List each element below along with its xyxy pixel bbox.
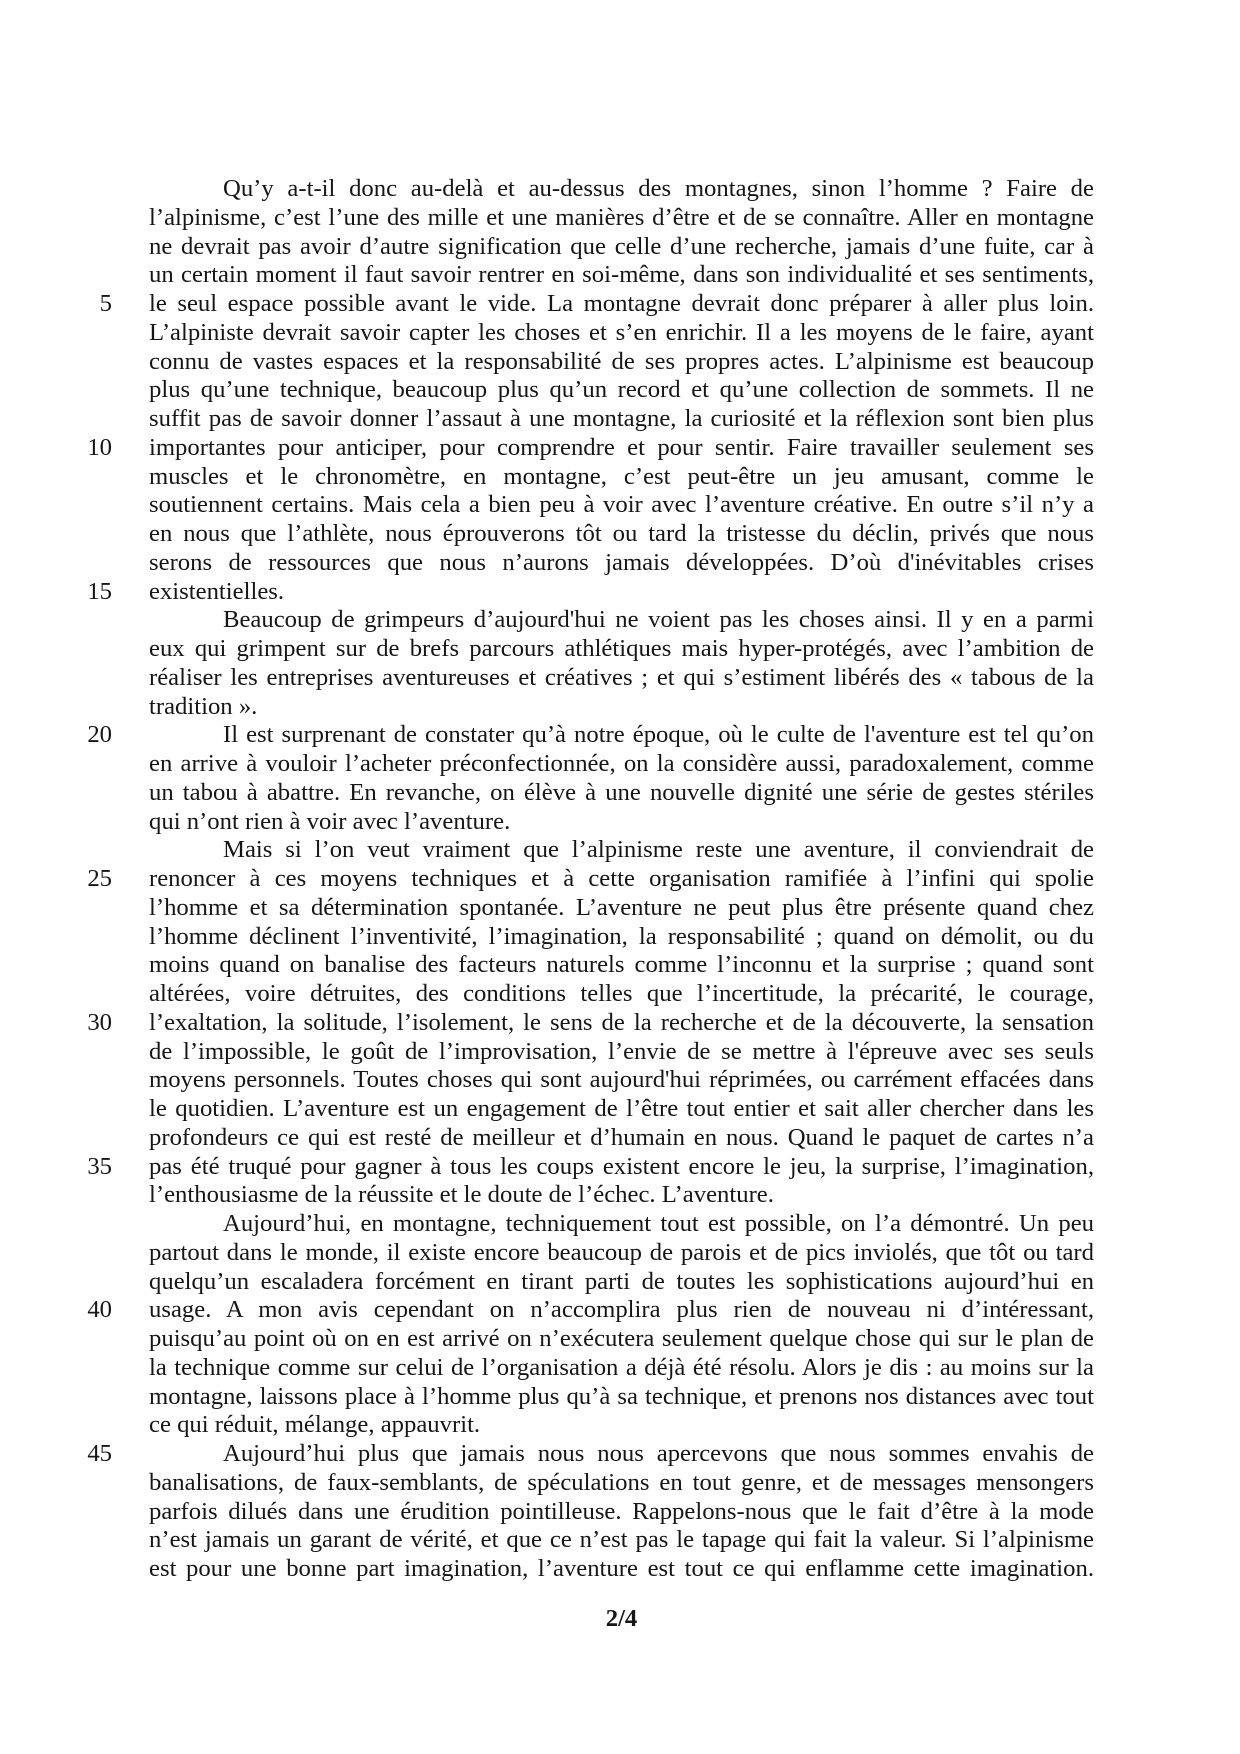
line-text: l’exaltation, la solitude, l’isolement, le sens de la recherche et de la découverte, la sensation <box>149 1008 1094 1036</box>
text-line <box>149 1325 1094 1354</box>
page-number: 2/4 <box>605 1605 638 1632</box>
line-text: connu de vastes espaces et la responsabilité de ses propres actes. L’alpinisme est beaucoup <box>149 347 1094 375</box>
line-text: le seul espace possible avant le vide. La montagne devrait donc préparer à aller plus loin. <box>149 290 1094 317</box>
text-line <box>87 577 1094 607</box>
line-text: importantes pour anticiper, pour comprendre et pour sentir. Faire travailler seulement ses <box>149 433 1094 461</box>
line-text: réaliser les entreprises aventureuses et créatives ; et qui s’estiment libérés des « tabous de la <box>149 663 1094 691</box>
line-text: le quotidien. L’aventure est un engagement de l’être tout entier et sait aller chercher dans les <box>149 1095 1094 1122</box>
line-text: la technique comme sur celui de l’organisation a déjà été résolu. Alors je dis : au moins sur la <box>149 1353 1094 1381</box>
line-text: serons de ressources que nous n’aurons jamais développées. D’où d'inévitables crises <box>149 548 1094 576</box>
line-text: Aujourd’hui, en montagne, techniquement tout est possible, on l’a démontré. Un peu <box>223 1210 1094 1237</box>
line-text: plus qu’une technique, beaucoup plus qu’un record et qu’une collection de sommets. Il ne <box>149 376 1094 404</box>
line-text: qui n’ont rien à voir avec l’aventure. <box>149 807 511 835</box>
text-line <box>149 1268 1094 1297</box>
text-line <box>149 1181 1094 1210</box>
text-line <box>149 1469 1094 1498</box>
text-line <box>149 520 1094 549</box>
line-text: moyens personnels. Toutes choses qui sont aujourd'hui réprimées, ou carrément effacées dans <box>149 1066 1094 1094</box>
line-text: montagne, laissons place à l’homme plus qu’à sa technique, et prenons nos distances avec tout <box>149 1382 1094 1410</box>
text-line <box>149 606 1094 635</box>
line-text: l’enthousiasme de la réussite et le doute de l’échec. L’aventure. <box>149 1181 774 1209</box>
line-number: 45 <box>87 1440 112 1467</box>
text-line <box>87 1152 1094 1182</box>
line-text: Mais si l’on veut vraiment que l’alpinisme reste une aventure, il conviendrait de <box>223 836 1094 864</box>
line-text: banalisations, de faux-semblants, de spéculations en tout genre, et de messages mensongers <box>149 1468 1094 1496</box>
line-text: n’est jamais un garant de vérité, et que ce n’est pas le tapage qui fait la valeur. Si l’alpinisme <box>149 1526 1094 1554</box>
line-text: L’alpiniste devrait savoir capter les choses et s’en enrichir. Il a les moyens de le faire, ayant <box>149 318 1094 346</box>
text-line <box>149 175 1094 204</box>
text-line <box>149 549 1094 578</box>
paragraph <box>87 1210 1094 1440</box>
line-text: partout dans le monde, il existe encore beaucoup de parois et de pics inviolés, que tôt ou tard <box>149 1238 1094 1266</box>
text-line <box>149 204 1094 233</box>
line-text: l’alpinisme, c’est l’une des mille et une manières d’être et de se connaître. Aller en montagne <box>149 203 1094 231</box>
text-line <box>149 1095 1094 1124</box>
text-line <box>87 433 1094 463</box>
line-text: est pour une bonne part imagination, l’aventure est tout ce qui enflamme cette imagination. <box>149 1555 1094 1582</box>
line-text: moins quand on banalise des facteurs naturels comme l’inconnu et la surprise ; quand sont <box>149 951 1094 979</box>
line-text: renoncer à ces moyens techniques et à cette organisation ramifiée à l’infini qui spolie <box>149 865 1094 892</box>
line-text: ne devrait pas avoir d’autre signification que celle d’une recherche, jamais d’une fuite, car à <box>149 232 1094 260</box>
text-line <box>149 1411 1094 1440</box>
line-text: profondeurs ce qui est resté de meilleur et d’humain en nous. Quand le paquet de cartes n’a <box>149 1123 1094 1151</box>
text-line <box>149 750 1094 779</box>
line-text: altérées, voire détruites, des conditions telles que l’incertitude, la précarité, le courage, <box>149 980 1094 1007</box>
line-number: 5 <box>99 290 112 317</box>
text-line <box>149 980 1094 1009</box>
line-text: Qu’y a-t-il donc au-delà et au-dessus des montagnes, sinon l’homme ? Faire de <box>223 175 1094 202</box>
line-text: un certain moment il faut savoir rentrer en soi-même, dans son individualité et ses sentiments, <box>149 261 1094 289</box>
text-line <box>149 1354 1094 1383</box>
text-line <box>99 290 1094 319</box>
text-line <box>87 1296 1094 1325</box>
text-line <box>149 1383 1094 1412</box>
line-text: parfois dilués dans une érudition pointilleuse. Rappelons-nous que le fait d’être à la mode <box>149 1497 1094 1525</box>
text-line <box>149 1066 1094 1095</box>
line-number: 35 <box>87 1152 112 1180</box>
line-text: l’homme déclinent l’inventivité, l’imagination, la responsabilité ; quand on démolit, ou du <box>149 922 1094 950</box>
text-line <box>149 836 1094 865</box>
line-text: l’homme et sa détermination spontanée. L’aventure ne peut plus être présente quand chez <box>149 893 1094 921</box>
line-text: tradition ». <box>149 692 258 720</box>
line-number: 30 <box>87 1008 112 1036</box>
line-text: un tabou à abattre. En revanche, on élève à une nouvelle dignité une série de gestes stériles <box>149 778 1094 806</box>
text-line <box>149 376 1094 405</box>
line-text: en nous que l’athlète, nous éprouverons tôt ou tard la tristesse du déclin, privés que nous <box>149 520 1094 547</box>
line-text: soutiennent certains. Mais cela a bien peu à voir avec l’aventure créative. En outre s’il n’y a <box>149 491 1094 519</box>
text-line <box>149 1498 1094 1527</box>
line-number: 40 <box>87 1296 112 1324</box>
line-text: pas été truqué pour gagner à tous les coups existent encore le jeu, la surprise, l’imagination, <box>149 1152 1094 1180</box>
text-line <box>149 1555 1094 1584</box>
paragraph <box>87 1440 1094 1584</box>
line-text: de l’impossible, le goût de l’improvisation, l’envie de se mettre à l'épreuve avec ses seuls <box>149 1037 1094 1065</box>
text-line <box>149 923 1094 952</box>
text-line <box>149 233 1094 262</box>
line-number: 15 <box>87 577 112 605</box>
line-text: quelqu’un escaladera forcément en tirant parti de toutes les sophistications aujourd’hui en <box>149 1267 1094 1295</box>
text-line <box>87 1008 1094 1038</box>
line-text: eux qui grimpent sur de brefs parcours athlétiques mais hyper-protégés, avec l’ambition de <box>149 635 1094 662</box>
text-line <box>149 664 1094 693</box>
text-line <box>87 865 1094 894</box>
line-text: Il est surprenant de constater qu’à notre époque, où le culte de l'aventure est tel qu’on <box>223 721 1094 749</box>
text-line <box>87 721 1094 750</box>
line-text: ce qui réduit, mélange, appauvrit. <box>149 1411 481 1439</box>
text-line <box>149 261 1094 290</box>
text-line <box>149 894 1094 923</box>
line-text: existentielles. <box>149 577 285 605</box>
line-text: en arrive à vouloir l’acheter préconfectionnée, on la considère aussi, paradoxalement, comme <box>149 750 1094 777</box>
line-text: puisqu’au point où on en est arrivé on n’exécutera seulement quelque chose qui sur le plan de <box>149 1325 1094 1352</box>
text-line <box>149 319 1094 348</box>
line-number: 25 <box>87 865 112 892</box>
text-line <box>149 491 1094 520</box>
text-line <box>149 693 1094 722</box>
text-line <box>149 635 1094 664</box>
text-line <box>149 1526 1094 1555</box>
line-text: usage. A mon avis cependant on n’accomplira plus rien de nouveau ni d’intéressant, <box>149 1296 1094 1324</box>
line-text: muscles et le chronomètre, en montagne, c’est peut-être un jeu amusant, comme le <box>149 462 1094 490</box>
paragraph <box>87 175 1094 606</box>
text-line <box>149 1210 1094 1239</box>
text-body <box>87 175 1094 1584</box>
text-line <box>149 1239 1094 1268</box>
text-line <box>87 1440 1094 1469</box>
text-line <box>149 1124 1094 1153</box>
line-text: Beaucoup de grimpeurs d’aujourd'hui ne voient pas les choses ainsi. Il y en a parmi <box>223 606 1094 634</box>
paragraph <box>87 721 1094 836</box>
text-line <box>149 1038 1094 1067</box>
line-number: 20 <box>87 721 112 749</box>
line-text: Aujourd’hui plus que jamais nous nous apercevons que nous sommes envahis de <box>223 1440 1094 1467</box>
line-number: 10 <box>87 433 112 461</box>
text-line <box>149 463 1094 492</box>
paragraph <box>149 606 1094 721</box>
text-line <box>149 808 1094 837</box>
text-line <box>149 348 1094 377</box>
line-text: suffit pas de savoir donner l’assaut à une montagne, la curiosité et la réflexion sont bien plus <box>149 405 1094 432</box>
text-line <box>149 405 1094 434</box>
text-line <box>149 779 1094 808</box>
text-line <box>149 951 1094 980</box>
paragraph <box>87 836 1094 1210</box>
